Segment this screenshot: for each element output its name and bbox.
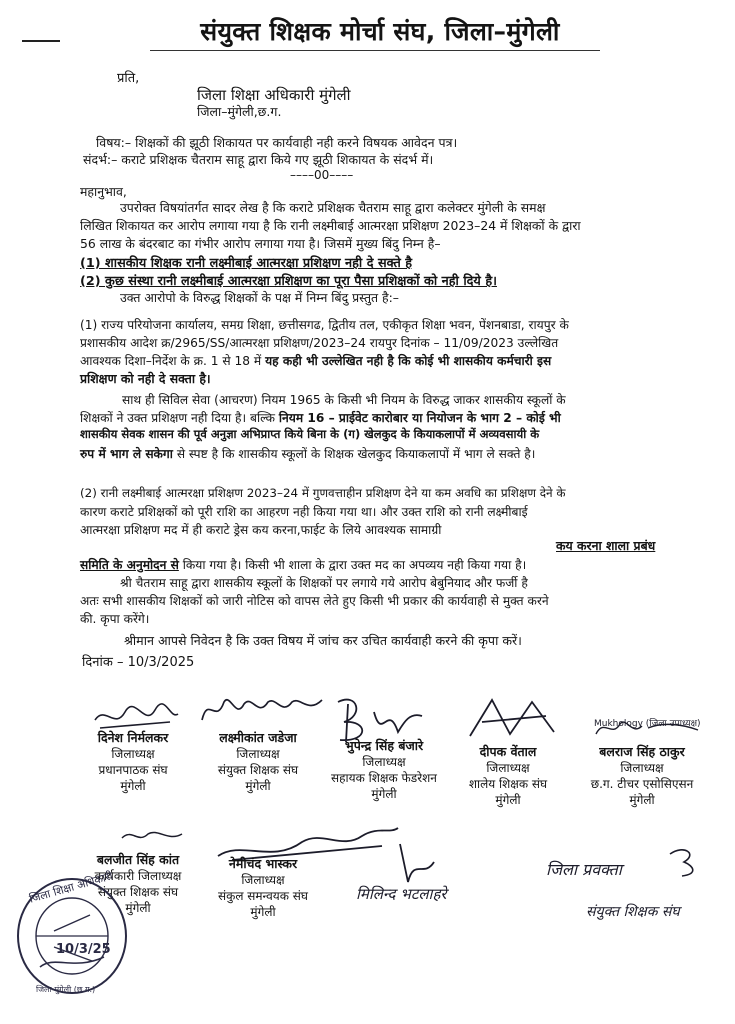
point-2-line: की. कृपा करेंगे। — [80, 612, 150, 626]
point-1-line: प्रशासकीय आदेश क्र/2965/SS/आत्मरक्षा प्रशिक्षण/2023–24 रायपुर दिनांक – 11/09/2023 उल्लेखित — [80, 336, 559, 350]
point-1-line: साथ ही सिविल सेवा (आचरण) नियम 1965 के किसी भी नियम के विरुद्ध जाकर शासकीय स्कूलों के — [122, 393, 566, 407]
point-2-line: श्री चैतराम साहू द्वारा शासकीय स्कूलों के शिक्षकों पर लगाये गये आरोप बेबुनियाद और फर्जी है — [120, 576, 528, 590]
handwritten-name-mid: मिलिन्द भटलाहरे — [356, 885, 447, 903]
point-1-text: शिक्षकों ने उक्त प्रशिक्षण नही दिया है। बल्कि — [80, 411, 275, 425]
date: दिनांक – 10/3/2025 — [82, 655, 195, 670]
point-2-bold: कय करना शाला प्रबंध — [556, 538, 656, 553]
signature-6-scribble — [118, 826, 188, 846]
signatory-org: संकुल समन्वयक संघ — [217, 889, 309, 903]
signatory-org: प्रधानपाठक संघ — [98, 763, 168, 777]
signature-4-scribble — [462, 692, 562, 744]
title-underline — [150, 50, 600, 51]
point-1-line — [80, 352, 551, 369]
point-2-line: अतः सभी शासकीय शिक्षकों को जारी नोटिस को वापस लेते हुए किसी भी प्रकार की कार्यवाही से मुक्त करने — [80, 594, 549, 608]
signatory-name: दीपक वेंताल — [479, 744, 537, 759]
charge-2: (2) कुछ संस्था रानी लक्ष्मीबाई आत्मरक्षा प्रशिक्षण का पूरा पैसा प्रशिक्षकों को नही दिये है। — [80, 274, 497, 289]
signatory-place: मुंगेली — [245, 779, 271, 793]
charge-1: (1) शासकीय शिक्षक रानी लक्ष्मीबाई आत्मरक्षा प्रशिक्षण नही दे सक्ते है — [80, 256, 412, 271]
signatory-role: जिलाध्यक्ष — [241, 873, 285, 887]
balraj-handwritten-tag: Mukhology (जिला उपाध्यक्ष) — [594, 719, 701, 729]
signatory-place: मुंगेली — [495, 793, 521, 807]
signature-8-scribble — [390, 838, 440, 888]
signatory-place: मुंगेली — [250, 905, 276, 919]
signatory-place: मुंगेली — [629, 793, 655, 807]
point-1-text: आवश्यक दिशा–निर्देश के क्र. 1 से 18 में — [80, 354, 262, 368]
stamp-text: जिला शिक्षा अधिकारी — [27, 869, 115, 906]
salutation: महानुभाव, — [80, 184, 127, 199]
point-1-bold: यह कही भी उल्लेखित नही है कि कोई भी शासकीय कर्मचारी इस — [265, 354, 552, 368]
signatory-org: संयुक्त शिक्षक संघ — [217, 763, 299, 777]
stamp-place: जिला-मुंगेली (छ.ग.) — [36, 985, 96, 994]
point-1-text: से स्पष्ट है कि शासकीय स्कूलों के शिक्षक खेलकुद कियाकलापों में भाग ले सक्ते है। — [176, 447, 536, 461]
handwritten-flourish — [664, 844, 704, 880]
separator: ––––00–––– — [290, 168, 354, 182]
signatory-name: लक्ष्मीकांत जडेजा — [219, 730, 297, 745]
signatory-name: भुपेन्द्र सिंह बंजारे — [344, 738, 424, 753]
intro-line: 56 लाख के बंदरबाट का गंभीर आरोप लगाया गया है। जिसमें मुख्य बिंदु निम्न है– — [80, 236, 441, 251]
reference-line: संदर्भ:– कराटे प्रशिक्षक चैतराम साहू द्वारा किये गए झूठी शिकायत के संदर्भ में। — [83, 152, 434, 167]
subject-line: विषय:– शिक्षकों की झूठी शिकायत पर कार्यवाही नही करने विषयक आवेदन पत्र। — [96, 135, 458, 150]
signatory-7 — [200, 856, 326, 920]
signatory-place: मुंगेली — [371, 787, 397, 801]
point-1-bold: रुप में भाग ले सकेगा — [80, 447, 173, 461]
signatory-role: जिलाध्यक्ष — [486, 761, 530, 775]
point-2-line: कारण कराटे प्रशिक्षकों को पूरी राशि का आहरण नही किया गया था। और उक्त राशि को रानी लक्ष्मीबाई — [80, 505, 528, 519]
point-1-line: शासकीय सेवक शासन की पूर्व अनुज्ञा अभिप्राप्त किये बिना के (ग) खेलकुद के कियाकलापों में अव्यवसायी के — [80, 427, 540, 441]
point-2-line: आत्मरक्षा प्रशिक्षण मद में ही कराटे ड्रेस कय करना,फाईट के लिये आवश्यक सामाग्री — [80, 523, 442, 537]
signatory-role: जिलाध्यक्ष — [620, 761, 664, 775]
recipient: जिला शिक्षा अधिकारी मुंगेली — [197, 86, 351, 104]
prati-label: प्रति, — [117, 71, 140, 86]
point-2-bold: समिति के अनुमोदन से — [80, 558, 179, 572]
point-2-line — [80, 556, 526, 573]
point-2-line: (2) रानी लक्ष्मीबाई आत्मरक्षा प्रशिक्षण 2023–24 में गुणवत्ताहीन प्रशिक्षण देने या कम अवधि का प्रशिक्षण देने के — [80, 486, 566, 500]
signatory-role: जिलाध्यक्ष — [236, 747, 280, 761]
signatory-role: जिलाध्यक्ष — [362, 755, 406, 769]
counter-intro: उक्त आरोपो के विरुद्ध शिक्षकों के पक्ष में निम्न बिंदु प्रस्तुत है:– — [120, 290, 399, 305]
signatory-org: शालेय शिक्षक संघ — [468, 777, 548, 791]
point-1-line — [80, 445, 535, 462]
signature-5-scribble — [592, 714, 702, 742]
request-line: श्रीमान आपसे निवेदन है कि उक्त विषय में जांच कर उचित कार्यवाही करने की कृपा करें। — [124, 633, 522, 648]
point-1-line — [80, 409, 561, 426]
point-1-line: (1) राज्य परियोजना कार्यालय, समग्र शिक्षा, छत्तीसगढ, द्वितीय तल, एकीकृत शिक्षा भवन, पेंशनबाडा, रायपुर के — [80, 318, 569, 332]
handwritten-note-right-2: संयुक्त शिक्षक संघ — [586, 904, 680, 920]
recipient-place: जिला–मुंगेली,छ.ग. — [197, 104, 282, 119]
signatory-1 — [78, 730, 188, 794]
signatory-2 — [196, 730, 320, 794]
signature-2-scribble — [198, 690, 328, 730]
signatory-name: दिनेश निर्मलकर — [97, 730, 169, 745]
signatory-place: मुंगेली — [120, 779, 146, 793]
intro-line: लिखित शिकायत कर आरोप लगाया गया है कि रानी लक्ष्मीबाई आत्मरक्षा प्रशिक्षण 2023–24 में शिक्षकों के द्वारा — [80, 218, 581, 233]
signatory-org: छ.ग. टीचर एसोसिएसन — [590, 777, 694, 791]
signatory-4 — [450, 744, 566, 808]
point-1-line: प्रशिक्षण को नही दे सक्ता है। — [80, 371, 211, 386]
signatory-name: नेमीचंद भास्कर — [228, 856, 298, 871]
signatory-role: जिलाध्यक्ष — [111, 747, 155, 761]
signatory-5 — [572, 744, 712, 808]
signatory-name: बलजीत सिंह कांत — [96, 852, 180, 867]
point-2-text: किया गया है। किसी भी शाला के द्वारा उक्त मद का अपव्यय नही किया गया है। — [182, 558, 527, 572]
signatory-name: बलराज सिंह ठाकुर — [599, 744, 685, 759]
signatory-org: संयुक्त शिक्षक संघ — [97, 885, 179, 899]
signatory-3 — [318, 738, 450, 802]
handwritten-note-right: जिला प्रवक्ता — [546, 860, 622, 879]
letter-title: संयुक्त शिक्षक मोर्चा संघ, जिला–मुंगेली — [200, 17, 560, 46]
signatory-role: कार्यकारी जिलाध्यक्ष — [94, 869, 182, 883]
signatory-org: सहायक शिक्षक फेडरेशन — [331, 771, 437, 785]
stamp-date: 10/3/25 — [56, 942, 111, 957]
intro-line: उपरोक्त विषयांतर्गत सादर लेख है कि कराटे प्रशिक्षक चैतराम साहू द्वारा कलेक्टर मुंगेली के समक्ष — [120, 200, 546, 215]
signatory-place: मुंगेली — [125, 901, 151, 915]
point-1-bold: नियम 16 – प्राईवेट कारोबार या नियोजन के भाग 2 – कोई भी — [278, 411, 561, 425]
top-left-dash — [22, 40, 60, 42]
